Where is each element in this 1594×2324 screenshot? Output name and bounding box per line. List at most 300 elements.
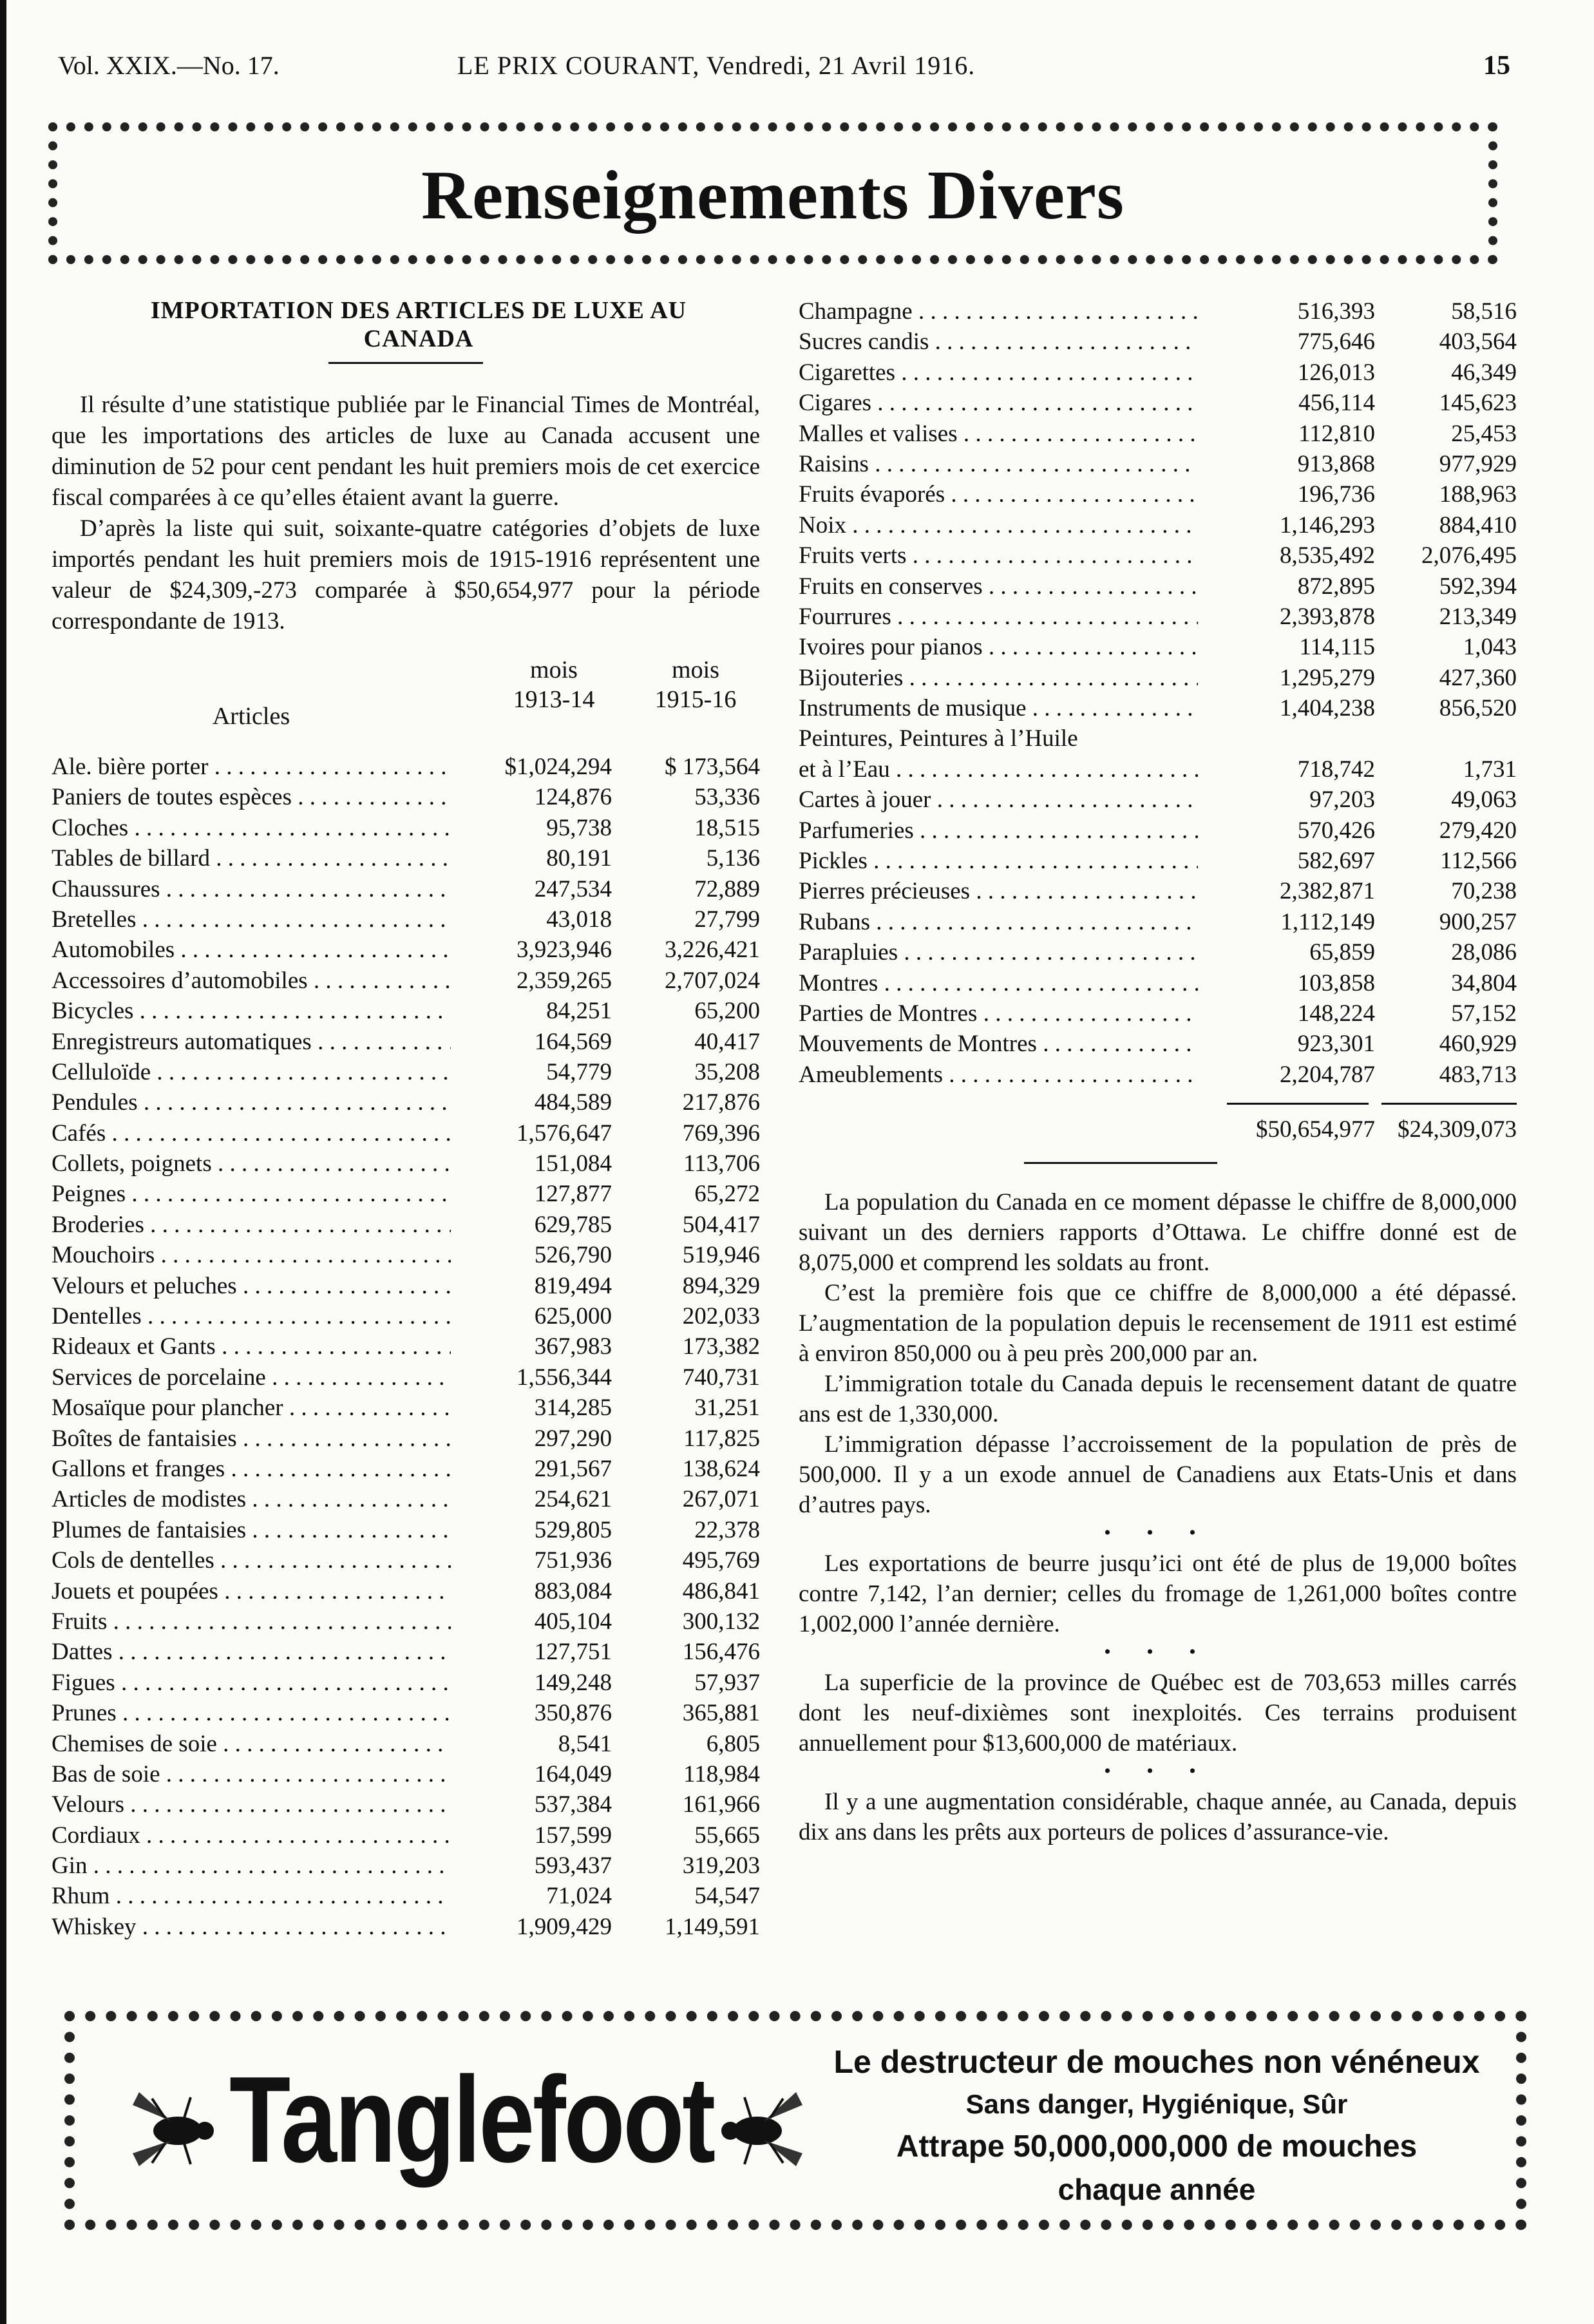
table-row (799, 846, 1517, 876)
value-1913-14: 775,646 (1297, 329, 1375, 356)
value-1913-14: 819,494 (534, 1272, 612, 1299)
table-row (799, 571, 1517, 602)
import-table-left (52, 752, 760, 1942)
value-1915-16: 213,349 (1439, 603, 1517, 630)
table-row (799, 998, 1517, 1029)
row-name: Peignes . . . (52, 1179, 451, 1209)
row-name: Enregistreurs automatiques . . . (52, 1027, 451, 1057)
table-row (52, 1637, 760, 1667)
value-1913-14: 526,790 (534, 1242, 612, 1269)
publication-title: LE PRIX COURANT, Vendredi, 21 Avril 1916. (457, 51, 976, 80)
table-row (52, 1424, 760, 1454)
value-1913-14: 65,859 (1309, 939, 1375, 966)
table-row (52, 1851, 760, 1881)
value-1913-14: 126,013 (1297, 359, 1375, 386)
value-1913-14: 570,426 (1297, 817, 1375, 844)
value-1915-16: 22,378 (694, 1516, 760, 1543)
section-title: Renseignements Divers (421, 157, 1124, 234)
row-name: Velours et peluches . . . (52, 1271, 451, 1301)
value-1913-14: 718,742 (1297, 756, 1375, 783)
value-1913-14: 80,191 (546, 845, 612, 872)
value-1915-16: 65,200 (694, 998, 760, 1025)
value-1913-14: 8,535,492 (1280, 542, 1375, 569)
row-name: Prunes . . . (52, 1698, 451, 1728)
table-row (52, 1362, 760, 1393)
value-1913-14: 164,569 (534, 1028, 612, 1055)
value-1913-14: 127,877 (534, 1181, 612, 1208)
value-1913-14: 196,736 (1297, 481, 1375, 508)
row-name: Ameublements . . . (799, 1060, 1198, 1090)
article-paragraph-1: Il résulte d’une statistique publiée par le Financial Times de Montréal, que les importations des articles de luxe au Canada accusent une diminution de 52 pour cent pendant les huit premiers mois de cet exercice fiscal comparées à ce qu’elles étaient avant la guerre. (52, 392, 760, 511)
value-1915-16: 46,349 (1451, 359, 1517, 386)
value-1913-14: 2,393,878 (1280, 603, 1375, 630)
value-1915-16: 403,564 (1439, 329, 1517, 356)
table-row (52, 1912, 760, 1942)
row-name: Whiskey . . . (52, 1912, 451, 1942)
value-1915-16: 112,566 (1440, 848, 1517, 875)
value-1915-16: 483,713 (1439, 1061, 1517, 1088)
value-1915-16: $ 173,564 (665, 754, 760, 780)
row-name: Champagne . . . (799, 296, 1198, 327)
row-name: Pendules . . . (52, 1087, 451, 1118)
value-1913-14: 95,738 (546, 814, 612, 841)
table-row (799, 510, 1517, 540)
value-1913-14: 350,876 (534, 1700, 612, 1727)
import-table-right (799, 296, 1517, 723)
row-name: Automobiles . . . (52, 935, 451, 965)
row-name: Articles de modistes . . . (52, 1484, 451, 1514)
value-1915-16: 1,731 (1463, 756, 1517, 783)
page-number: 15 (1483, 51, 1510, 81)
row-name: Rideaux et Gants . . . (52, 1331, 451, 1362)
separator-stars: • • • (1104, 1522, 1211, 1544)
row-name: Pickles . . . (799, 846, 1198, 876)
table-row (52, 1148, 760, 1179)
value-1915-16: 188,963 (1439, 481, 1517, 508)
table-row (799, 388, 1517, 418)
row-name: Broderies . . . (52, 1210, 451, 1240)
value-1915-16: 217,876 (682, 1089, 760, 1116)
value-1915-16: 977,929 (1439, 450, 1517, 477)
value-1913-14: 872,895 (1297, 573, 1375, 600)
value-1915-16: 2,076,495 (1421, 542, 1517, 569)
value-1915-16: 35,208 (694, 1058, 760, 1085)
value-1915-16: 319,203 (682, 1853, 760, 1880)
value-1913-14: $1,024,294 (504, 754, 612, 780)
value-1915-16: 486,841 (682, 1577, 760, 1605)
value-1915-16: 365,881 (682, 1700, 760, 1727)
table-row (52, 1057, 760, 1087)
row-name: Velours . . . (52, 1789, 451, 1820)
table-row (52, 1271, 760, 1301)
note-quebec-area: La superficie de la province de Québec est de 703,653 milles carrés dont les neuf-dixièmes sont inexploités. Ces terrains produisent annuellement pour $13,600,000 de matériaux. (799, 1670, 1517, 1757)
table-row (52, 1729, 760, 1759)
note-insurance-loans: Il y a une augmentation considérable, chaque année, au Canada, depuis dix ans dans les prêts aux porteurs de polices d’assurance-vie. (799, 1789, 1517, 1846)
row-name: Sucres candis . . . (799, 327, 1198, 357)
table-row (52, 1576, 760, 1606)
value-1913-14: 3,923,946 (517, 937, 612, 964)
table-row (799, 357, 1517, 388)
value-1913-14: 923,301 (1297, 1031, 1375, 1058)
value-1913-14: 405,104 (534, 1608, 612, 1635)
value-1913-14: 297,290 (534, 1425, 612, 1452)
value-1915-16: 884,410 (1439, 511, 1517, 538)
table-row (799, 602, 1517, 632)
value-1913-14: 1,146,293 (1280, 511, 1375, 538)
value-1913-14: 529,805 (534, 1516, 612, 1543)
article-heading-line1: IMPORTATION DES ARTICLES DE LUXE AU (150, 297, 687, 324)
value-1915-16: 1,149,591 (665, 1913, 760, 1940)
value-1915-16: 40,417 (694, 1028, 760, 1055)
table-row (799, 815, 1517, 846)
value-1913-14: 291,567 (534, 1455, 612, 1482)
value-1913-14: 484,589 (534, 1089, 612, 1116)
table-row (52, 996, 760, 1026)
table-row (52, 1606, 760, 1637)
value-1915-16: 5,136 (706, 845, 760, 872)
table-row (799, 1029, 1517, 1059)
table-row (52, 1210, 760, 1240)
row-name: Fruits . . . (52, 1606, 451, 1637)
column-header-1915-label: mois (672, 656, 719, 683)
value-1915-16: 70,238 (1451, 878, 1517, 905)
value-1913-14: 314,285 (534, 1395, 612, 1422)
row-name: Ale. bière porter . . . (52, 752, 451, 782)
row-name: Raisins . . . (799, 449, 1198, 479)
total-rule-1915 (1381, 1103, 1517, 1105)
row-name: Pierres précieuses . . . (799, 876, 1198, 906)
row-name: Bijouteries . . . (799, 663, 1198, 693)
value-1915-16: 138,624 (682, 1455, 760, 1482)
value-1913-14: 43,018 (546, 906, 612, 933)
table-row (799, 449, 1517, 479)
value-1915-16: 53,336 (694, 784, 760, 811)
value-1913-14: 149,248 (534, 1669, 612, 1696)
value-1915-16: 427,360 (1439, 664, 1517, 691)
value-1915-16: 145,623 (1439, 390, 1517, 417)
table-row (799, 540, 1517, 571)
value-1915-16: 1,043 (1463, 634, 1517, 661)
separator-stars: • • • (1104, 1641, 1211, 1663)
row-name: Cols de dentelles . . . (52, 1545, 451, 1576)
row-name: Mosaïque pour plancher . . . (52, 1393, 451, 1423)
row-name: Plumes de fantaisies . . . (52, 1515, 451, 1545)
value-1915-16: 34,804 (1451, 969, 1517, 996)
ad-line-4: chaque année (1058, 2173, 1256, 2206)
value-1913-14: 913,868 (1297, 450, 1375, 477)
value-1915-16: 58,516 (1451, 298, 1517, 325)
value-1913-14: 114,115 (1299, 634, 1375, 661)
ad-slogan (802, 2041, 1511, 2211)
value-1913-14: 124,876 (534, 784, 612, 811)
row-name: Parties de Montres . . . (799, 998, 1198, 1029)
column-header-1915-year: 1915-16 (654, 686, 737, 713)
row-name: Dattes . . . (52, 1637, 451, 1667)
value-1915-16: 3,226,421 (665, 937, 760, 964)
table-row (52, 1301, 760, 1331)
running-header (58, 50, 1510, 89)
row-name: Cigares . . . (799, 388, 1198, 418)
value-1915-16: 460,929 (1439, 1031, 1517, 1058)
value-1915-16: 279,420 (1439, 817, 1517, 844)
value-1913-14: 582,697 (1297, 848, 1375, 875)
ad-line-2: Sans danger, Hygiénique, Sûr (965, 2089, 1348, 2119)
brand-name: Tanglefoot (229, 2052, 714, 2188)
tanglefoot-advertisement (64, 2011, 1526, 2230)
table-row (52, 813, 760, 843)
value-1913-14: 537,384 (534, 1791, 612, 1818)
value-1915-16: 49,063 (1451, 786, 1517, 814)
value-1915-16: 31,251 (694, 1395, 760, 1422)
row-name: Collets, poignets . . . (52, 1148, 451, 1179)
row-name: Peintures, Peintures à l’Huile (799, 725, 1078, 752)
table-row (799, 1060, 1517, 1090)
table-row (52, 782, 760, 812)
row-name: Montres . . . (799, 968, 1198, 998)
row-name: Cordiaux . . . (52, 1820, 451, 1851)
note-exports: Les exportations de beurre jusqu’ici ont été de plus de 19,000 boîtes contre 7,142, l’an dernier; celles du fromage de 1,261,000 boîtes contre 1,002,000 l’année dernière. (799, 1550, 1517, 1638)
column-header-1913-year: 1913-14 (513, 686, 595, 713)
table-row (52, 1484, 760, 1514)
row-name: Bretelles . . . (52, 904, 451, 935)
row-name: Chaussures . . . (52, 874, 451, 904)
value-1913-14: 127,751 (534, 1639, 612, 1666)
table-row (52, 966, 760, 996)
row-name: Fourrures . . . (799, 602, 1198, 632)
value-1915-16: 504,417 (682, 1211, 760, 1238)
table-row (52, 1240, 760, 1270)
table-row (52, 1087, 760, 1118)
value-1913-14: 2,382,871 (1280, 878, 1375, 905)
section-banner (48, 122, 1497, 264)
row-name: Gin . . . (52, 1851, 451, 1881)
table-row (799, 907, 1517, 937)
note-population-growth: C’est la première fois que ce chiffre de 8,000,000 a été dépassé. L’augmentation de la population depuis le recensement de 1911 est estimé à environ 850,000 ou à peu près 200,000 par an. (799, 1280, 1517, 1367)
value-1913-14: 97,203 (1309, 786, 1375, 814)
table-row (52, 752, 760, 782)
article-heading-line2: CANADA (363, 325, 474, 352)
table-row (799, 632, 1517, 662)
note-population: La population du Canada en ce moment dépasse le chiffre de 8,000,000 suivant un des derniers rapports d’Ottawa. Le chiffre donné est de 8,075,000 et comprend les soldats au front. (799, 1189, 1517, 1277)
row-name: Bas de soie . . . (52, 1759, 451, 1789)
separator-stars: • • • (1104, 1760, 1211, 1782)
table-row (52, 1545, 760, 1576)
row-name: Gallons et franges . . . (52, 1454, 451, 1484)
value-1913-14: 1,112,149 (1280, 908, 1375, 935)
fly-icon (719, 2086, 815, 2169)
table-row (799, 968, 1517, 998)
table-row (799, 327, 1517, 357)
value-1915-16: 25,453 (1451, 420, 1517, 447)
row-name: Chemises de soie . . . (52, 1729, 451, 1759)
row-name: Cloches . . . (52, 813, 451, 843)
table-row-peintures (799, 723, 1517, 754)
total-rule-1913 (1227, 1103, 1369, 1105)
ad-line-1: Le destructeur de mouches non vénéneux (833, 2044, 1480, 2080)
value-1913-14: 1,909,429 (517, 1913, 612, 1940)
value-1915-16: 118,984 (683, 1760, 760, 1787)
value-1915-16: 57,152 (1451, 1000, 1517, 1027)
value-1913-14: 1,404,238 (1280, 695, 1375, 722)
row-name: Cartes à jouer . . . (799, 785, 1198, 815)
value-1913-14: 367,983 (534, 1333, 612, 1360)
table-row (799, 693, 1517, 723)
value-1915-16: 519,946 (682, 1242, 760, 1269)
table-row (52, 1515, 760, 1545)
row-name: Bicycles . . . (52, 996, 451, 1026)
row-name: Fruits en conserves . . . (799, 571, 1198, 602)
value-1915-16: 65,272 (694, 1181, 760, 1208)
table-row (52, 904, 760, 935)
value-1915-16: 202,033 (682, 1303, 760, 1330)
row-name: Noix . . . (799, 510, 1198, 540)
row-name: Parapluies . . . (799, 937, 1198, 967)
table-row (52, 1454, 760, 1484)
value-1913-14: 1,295,279 (1280, 664, 1375, 691)
left-column (52, 296, 760, 1942)
table-header (52, 655, 760, 752)
value-1915-16: 300,132 (682, 1608, 760, 1635)
table-row (52, 1393, 760, 1423)
table-row (52, 1179, 760, 1209)
note-immigration-exodus: L’immigration dépasse l’accroissement de la population de près de 500,000. Il y a un exode annuel de Canadiens aux Etats-Unis et dans d’autres pays. (799, 1431, 1517, 1519)
value-1913-14: 164,049 (534, 1760, 612, 1787)
row-name: Mouchoirs . . . (52, 1240, 451, 1270)
row-name: Fruits évaporés . . . (799, 479, 1198, 510)
heading-rule (328, 362, 483, 364)
value-1913-14: 629,785 (534, 1211, 612, 1238)
table-row (52, 1881, 760, 1911)
table-row (52, 1789, 760, 1820)
ad-line-3: Attrape 50,000,000,000 de mouches (896, 2129, 1418, 2164)
article-heading (77, 296, 760, 353)
value-1915-16: 769,396 (682, 1119, 760, 1147)
value-1915-16: 55,665 (694, 1822, 760, 1849)
table-row (52, 1118, 760, 1148)
value-1915-16: 28,086 (1451, 939, 1517, 966)
row-name: Rubans . . . (799, 907, 1198, 937)
table-row (52, 1331, 760, 1362)
value-1915-16: 900,257 (1439, 908, 1517, 935)
value-1915-16: 267,071 (682, 1486, 760, 1513)
column-header-articles: Articles (212, 703, 290, 730)
value-1913-14: 71,024 (546, 1883, 612, 1910)
table-row (799, 876, 1517, 906)
value-1913-14: 593,437 (534, 1853, 612, 1880)
table-row (799, 785, 1517, 815)
row-name: Tables de billard . . . (52, 843, 451, 873)
value-1915-16: 72,889 (694, 875, 760, 902)
right-column (799, 296, 1517, 1847)
row-name: Parfumeries . . . (799, 815, 1198, 846)
row-name: Fruits verts . . . (799, 540, 1198, 571)
table-row (799, 479, 1517, 510)
value-1915-16: 2,707,024 (665, 967, 760, 994)
value-1915-16: 27,799 (694, 906, 760, 933)
value-1915-16: 113,706 (683, 1150, 760, 1177)
column-header-1915-top (631, 655, 760, 714)
value-1913-14: 883,084 (534, 1577, 612, 1605)
row-name: Cigarettes . . . (799, 357, 1198, 388)
table-row (52, 1759, 760, 1789)
value-1913-14: 254,621 (534, 1486, 612, 1513)
table-row (799, 663, 1517, 693)
value-1913-14: 625,000 (534, 1303, 612, 1330)
value-1915-16: 173,382 (682, 1333, 760, 1360)
value-1915-16: 495,769 (682, 1547, 760, 1574)
column-header-1913-top (489, 655, 618, 714)
value-1913-14: 2,204,787 (1280, 1061, 1375, 1088)
value-1915-16: 592,394 (1439, 573, 1517, 600)
value-1913-14: 157,599 (534, 1822, 612, 1849)
row-name: Malles et valises . . . (799, 419, 1198, 449)
row-name: Rhum . . . (52, 1881, 451, 1911)
table-row (799, 296, 1517, 327)
total-rules (799, 1103, 1517, 1110)
value-1915-16: 161,966 (682, 1791, 760, 1818)
value-1915-16: 156,476 (682, 1639, 760, 1666)
fly-icon (120, 2086, 216, 2169)
table-row (52, 1820, 760, 1851)
row-name: Accessoires d’automobiles . . . (52, 966, 451, 996)
row-name: Services de porcelaine . . . (52, 1362, 451, 1393)
row-name: Dentelles . . . (52, 1301, 451, 1331)
row-name: Ivoires pour pianos . . . (799, 632, 1198, 662)
article-paragraph-2: D’après la liste qui suit, soixante-quatre catégories d’objets de luxe importés pendant les huit premiers mois de 1915-1916 représentent une valeur de $24,309,-273 comparée à $50,654,977 pour la période correspondante de 1913. (52, 515, 760, 634)
table-row (52, 1668, 760, 1698)
table-row (52, 843, 760, 873)
value-1913-14: 84,251 (546, 998, 612, 1025)
row-name: Cafés . . . (52, 1118, 451, 1148)
value-1913-14: 1,556,344 (517, 1364, 612, 1391)
value-1913-14: 751,936 (534, 1547, 612, 1574)
table-row (52, 1027, 760, 1057)
notes-rule (1024, 1162, 1217, 1164)
value-1913-14: 151,084 (534, 1150, 612, 1177)
value-1913-14: 1,576,647 (517, 1119, 612, 1147)
row-name: Instruments de musique . . . (799, 693, 1198, 723)
totals-row (799, 1110, 1517, 1149)
table-row (799, 754, 1517, 785)
row-name: et à l’Eau . . . (799, 754, 1198, 785)
value-1915-16: 117,825 (683, 1425, 760, 1452)
value-1915-16: 57,937 (694, 1669, 760, 1696)
value-1913-14: 54,779 (546, 1058, 612, 1085)
table-row (52, 874, 760, 904)
row-name: Paniers de toutes espèces . . . (52, 782, 451, 812)
total-1913: $50,654,977 (1256, 1116, 1375, 1143)
volume-number: Vol. XXIX.—No. 17. (58, 51, 280, 80)
value-1913-14: 103,858 (1297, 969, 1375, 996)
value-1915-16: 6,805 (706, 1730, 760, 1757)
table-row (799, 419, 1517, 449)
column-header-1913-label: mois (530, 656, 578, 683)
value-1915-16: 740,731 (682, 1364, 760, 1391)
value-1915-16: 894,329 (682, 1272, 760, 1299)
value-1913-14: 148,224 (1297, 1000, 1375, 1027)
row-name: Celluloïde . . . (52, 1057, 451, 1087)
note-immigration-total: L’immigration totale du Canada depuis le recensement datant de quatre ans est de 1,330,000. (799, 1371, 1517, 1428)
value-1913-14: 456,114 (1298, 390, 1375, 417)
total-1915: $24,309,073 (1398, 1116, 1517, 1143)
table-row (52, 935, 760, 965)
row-name: Jouets et poupées . . . (52, 1576, 451, 1606)
value-1913-14: 112,810 (1298, 420, 1375, 447)
value-1913-14: 516,393 (1297, 298, 1375, 325)
value-1913-14: 2,359,265 (517, 967, 612, 994)
value-1913-14: 8,541 (558, 1730, 612, 1757)
row-name: Figues . . . (52, 1668, 451, 1698)
